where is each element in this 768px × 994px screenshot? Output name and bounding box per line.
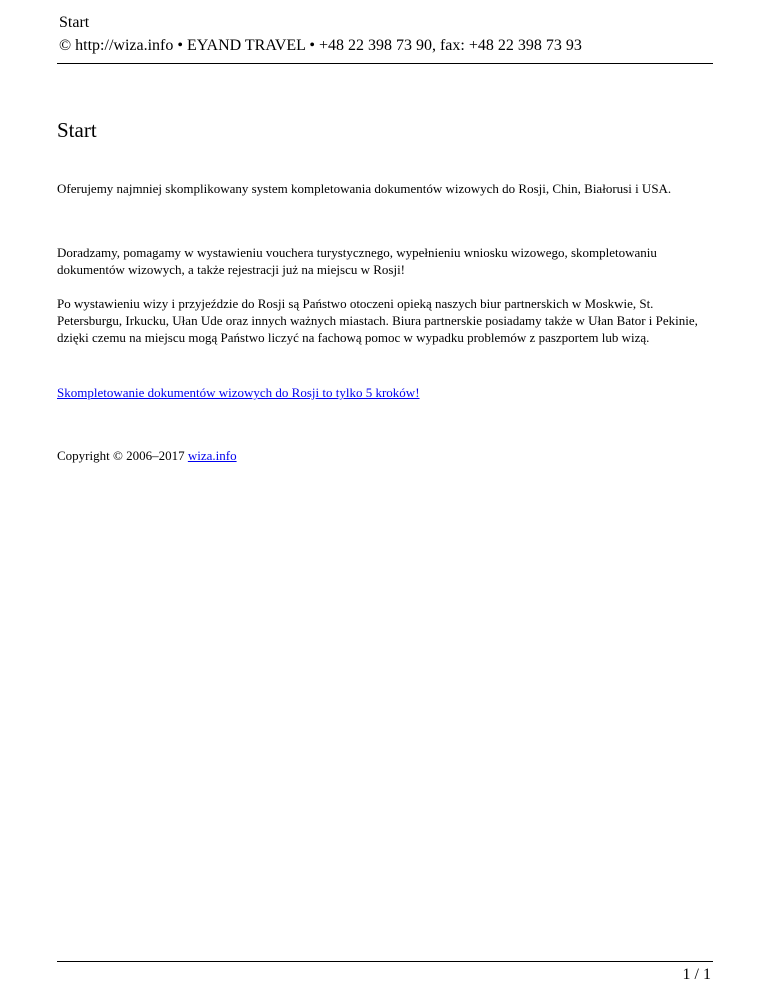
page-number: 1 / 1 <box>682 966 711 983</box>
document-page <box>57 0 713 994</box>
copyright-paragraph <box>57 447 713 464</box>
copyright-text: Copyright © 2006–2017 <box>57 448 188 463</box>
intro-paragraph: Oferujemy najmniej skomplikowany system kompletowania dokumentów wizowych do Rosji, Chin, Białorusi i USA. <box>57 181 672 196</box>
services-paragraph: Doradzamy, pomagamy w wystawieniu vouchera turystycznego, wypełnieniu wniosku wizowego, skompletowaniu dokumentów wizowych, a także rejestracji już na miejscu w Rosji! <box>57 245 657 277</box>
steps-link[interactable]: Skompletowanie dokumentów wizowych do Rosji to tylko 5 kroków! <box>57 385 420 400</box>
main-content <box>57 117 713 464</box>
steps-link-paragraph <box>57 384 713 401</box>
header-contact-info: © http://wiza.info • EYAND TRAVEL • +48 22 398 73 90, fax: +48 22 398 73 93 <box>59 37 582 54</box>
footer-divider <box>57 961 713 962</box>
header-title: Start <box>59 14 90 31</box>
page-heading: Start <box>57 118 97 142</box>
partners-paragraph: Po wystawieniu wizy i przyjeździe do Rosji są Państwo otoczeni opieką naszych biur partnerskich w Moskwie, St. Petersburgu, Irkucku, Ułan Ude oraz innych ważnych miastach. Biura partnerskie posiadamy także w Ułan Bator i Pekinie, dzięki czemu na miejscu mogą Państwo liczyć na fachową pomoc w wypadku problemów z paszportem lub wizą. <box>57 296 698 345</box>
wiza-info-link[interactable]: wiza.info <box>187 448 237 463</box>
header-divider <box>57 63 713 64</box>
